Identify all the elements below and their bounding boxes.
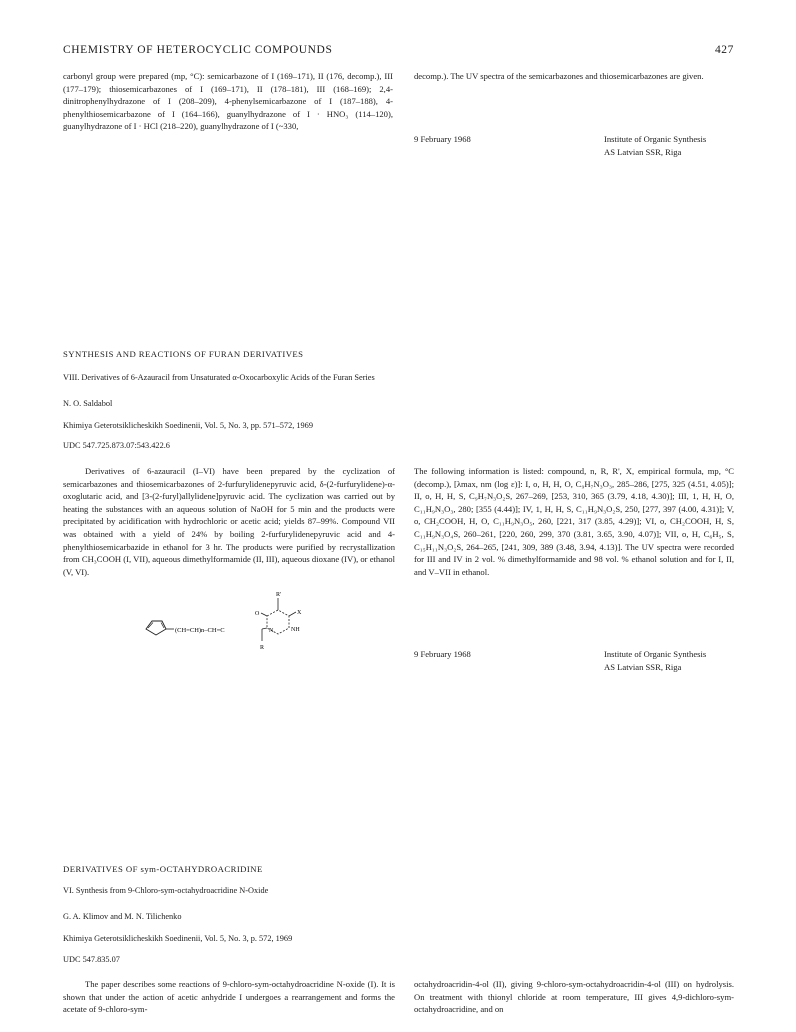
article1-subtitle: VIII. Derivatives of 6-Azauracil from Unsaturated α-Oxocarboxylic Acids of the Furan Series <box>63 373 375 382</box>
article1-citation: Khimiya Geterotsiklicheskikh Soedinenii, Vol. 5, No. 3, pp. 571–572, 1969 <box>63 421 313 430</box>
article2-right-column <box>414 978 734 1016</box>
prev-institute: Institute of Organic Synthesis <box>604 134 707 144</box>
journal-title: CHEMISTRY OF HETEROCYCLIC COMPOUNDS <box>63 44 333 56</box>
article1-right-column <box>414 465 734 578</box>
prev-signature <box>414 133 744 161</box>
article2-left-text: The paper describes some reactions of 9-chloro-sym-octahydroacridine N-oxide (I). It is shown that under the action of acetic anhydride I undergoes a rearrangement and forms the acetate of 9-chloro-sym- <box>63 979 395 1015</box>
article1-author: N. O. Saldabol <box>63 399 113 408</box>
structure-formula <box>140 588 330 658</box>
article1-location: AS Latvian SSR, Riga <box>604 661 682 672</box>
prev-left-text: carbonyl group were prepared (mp, °C): semicarbazone of I (169–171), II (176, decomp.), III (177–179); thiosemicarbazones of I (169–171), II (178–181), III (168–169); 2,4-dinitrophenylhydrazone of I (208–209), 4-phenylsemicarbazone of I (187–188), 4-phenylthiosemicarbazone of I (164–166), guanylhydrazone of I · HNO₃ (114–120), guanylhydrazone of I · HCl (218–220), guanylhydrazone of I (~330, <box>63 71 393 132</box>
chain-label: (CH=CH)n–CH=C <box>175 627 225 634</box>
structure-r-prime: R' <box>276 592 282 598</box>
article2-right-text: octahydroacridin-4-ol (II), giving 9-chloro-sym-octahydroacridin-4-ol (III) on hydrolysis. On treatment with thionyl chloride at room temperature, III gives 4,9-dichloro-sym-octahydroacridine, and on <box>414 979 734 1015</box>
article2-subtitle: VI. Synthesis from 9-Chloro-sym-octahydroacridine N-Oxide <box>63 886 269 895</box>
article1-institute: Institute of Organic Synthesis <box>604 649 707 659</box>
structure-x: X <box>297 610 302 616</box>
article2-udc: UDC 547.835.07 <box>63 955 120 964</box>
article1-signature <box>414 648 744 676</box>
structure-n: N <box>269 628 274 634</box>
prev-right-text: decomp.). The UV spectra of the semicarbazones and thiosemicarbazones are given. <box>414 71 704 81</box>
prev-date: 9 February 1968 <box>414 134 471 144</box>
article2-authors: G. A. Klimov and M. N. Tilichenko <box>63 912 182 921</box>
article2-citation: Khimiya Geterotsiklicheskikh Soedinenii, Vol. 5, No. 3, p. 572, 1969 <box>63 934 293 943</box>
structure-nh: NH <box>291 627 300 633</box>
article2-title: DERIVATIVES OF sym-OCTAHYDROACRIDINE <box>63 864 263 874</box>
article1-left-column <box>63 465 395 578</box>
prev-right-column <box>414 70 734 83</box>
article1-udc: UDC 547.725.873.07:543.422.6 <box>63 441 170 450</box>
page-number: 427 <box>714 44 734 56</box>
article1-series-title: SYNTHESIS AND REACTIONS OF FURAN DERIVATIVES <box>63 349 304 359</box>
prev-left-column <box>63 70 393 133</box>
article2-left-column <box>63 978 395 1016</box>
structure-o: O <box>255 611 260 617</box>
article1-right-text: The following information is listed: compound, n, R, R', X, empirical formula, mp, °C (decomp.), [λmax, nm (log ε)]: I, o, H, H, O, C₉H₇N₃O₃, 285–286, [275, 325 (4.51, 4.05)]; II, o, H, H, S, C₉H₇N₃O₂S, 267–269, [253, 310, 365 (3.79, 4.18, 4.30)]; III, 1, H, H, O, C₁₁H₉N₃O₃, 280; [355 (4.44)]; IV, 1, H, H, S, C₁₁H₉N₃O₂S, 250, [277, 397 (4.00, 4.31)]; V, o, CH₂COOH, H, O, C₁₁H₉N₃O₅, 260, [221, 317 (3.85, 4.29)]; VI, o, CH₂COOH, H, S, C₁₁H₉N₃O₄S, 260–261, [220, 260, 299, 370 (3.81, 3.65, 3.90, 4.07)]; VII, o, H, C₆H₅, S, C₁₅H₁₁N₃O₂S, 264–265, [241, 309, 389 (3.48, 3.94, 4.13)]. The UV spectra were recorded for III and IV in 2 vol. % dimethylformamide and 98 vol. % ethanol solution and for I, II, and V–VII in ethanol. <box>414 466 734 577</box>
running-header <box>63 44 734 60</box>
furan-ring <box>146 621 166 635</box>
article1-date: 9 February 1968 <box>414 649 471 659</box>
prev-location: AS Latvian SSR, Riga <box>604 146 682 157</box>
article1-left-text: Derivatives of 6-azauracil (I–VI) have been prepared by the cyclization of semicarbazones and thiosemicarbazones of 2-furfurylidenepyruvic acid, δ-(2-furfurylidene)-α-oxoglutaric acid, and [3-(2-furyl)allylidene]pyruvic acid. The cyclization was carried out by heating the substances with an aqueous solution of NaOH for 5 min and the products were precipitated by acidification with hydrochloric or acetic acid; yields 87–99%. Compound VII was obtained with a yield of 24% by boiling 2-furfurylidenepyruvic acid and 4-phenylthiosemicarbazide in ethanol for 3 hr. The products were purified by recrystallization from CH₃COOH (I, VII), aqueous dimethylformamide (II, III), aqueous dioxane (IV), or ethanol (V, VI). <box>63 466 395 577</box>
structure-r: R <box>260 645 265 651</box>
